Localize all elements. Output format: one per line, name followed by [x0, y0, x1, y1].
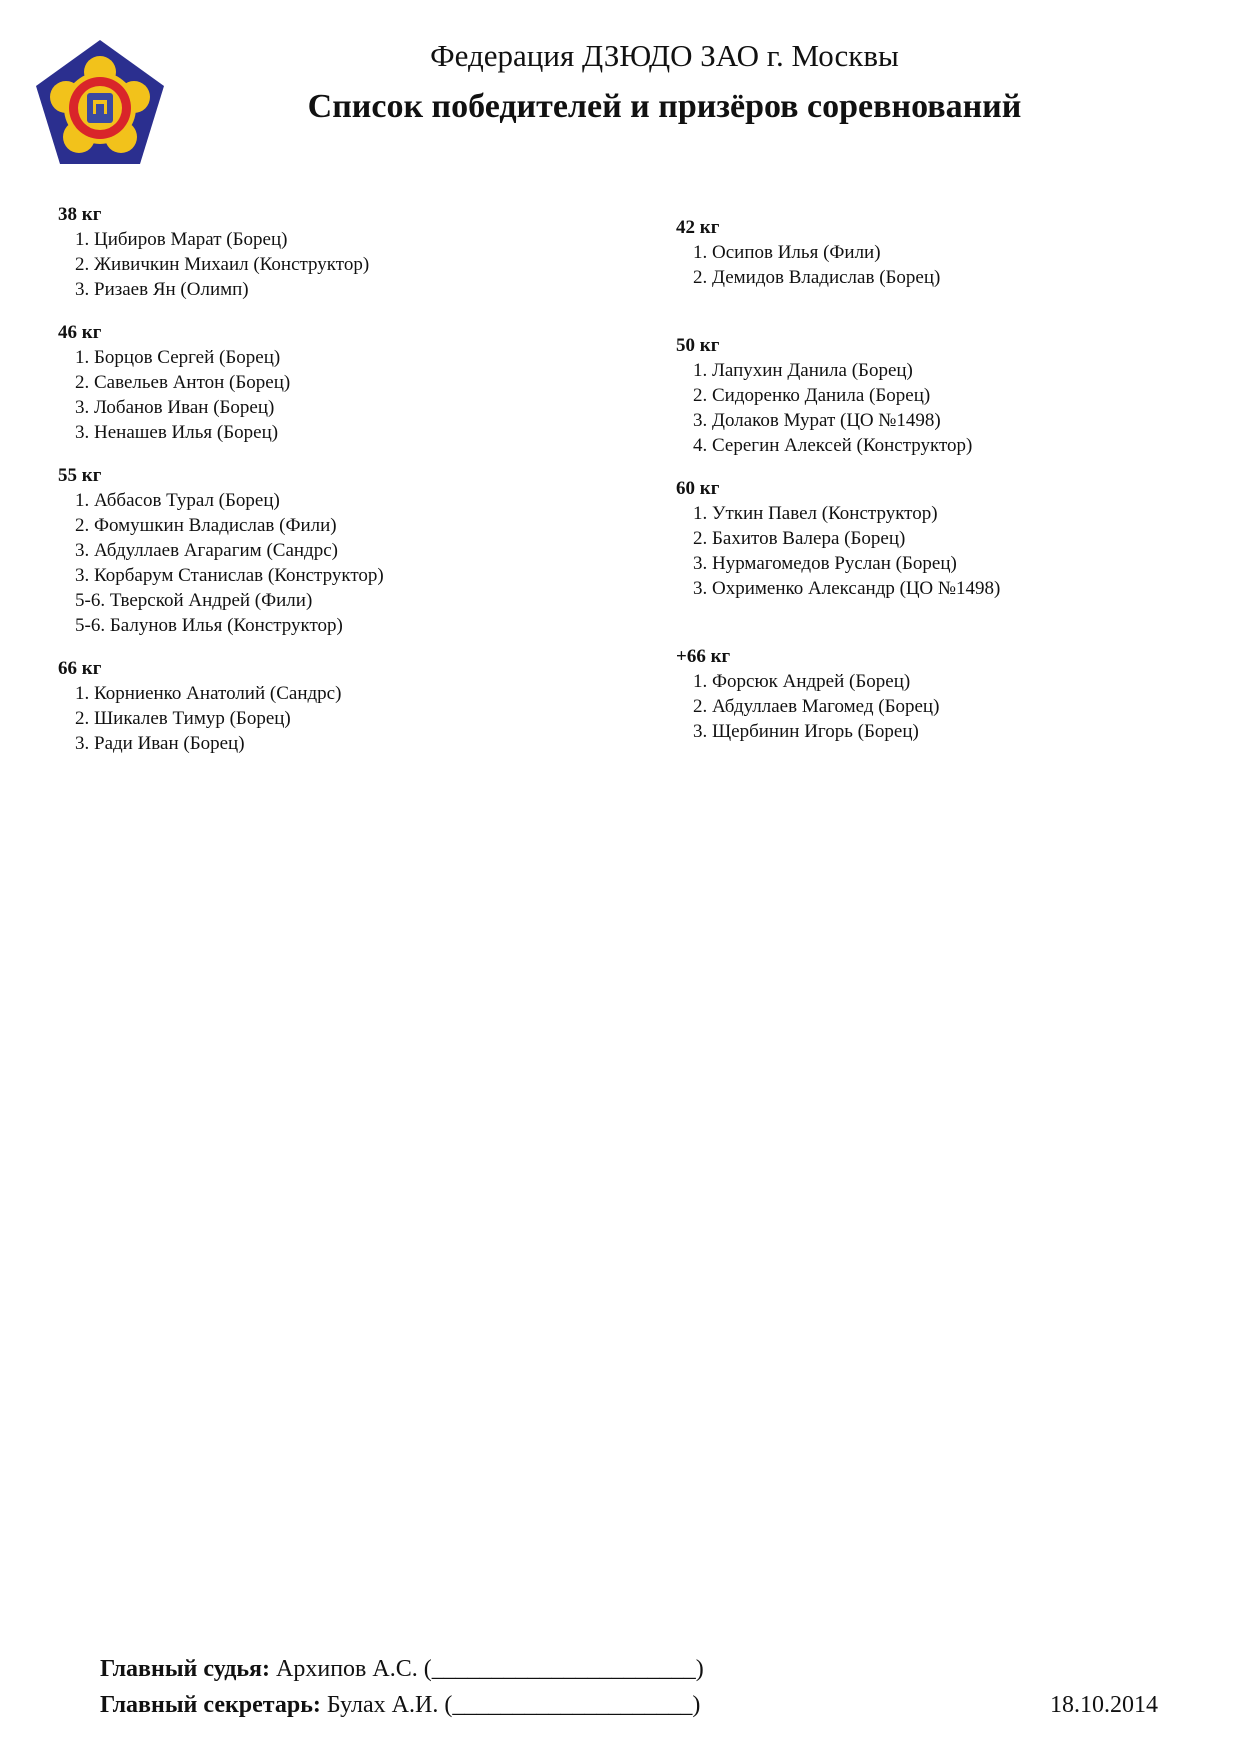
- placement-entry: 1. Осипов Илья (Фили): [693, 242, 881, 263]
- weight-category-title: 55 кг: [58, 465, 102, 486]
- chief-judge-label: Главный судья:: [100, 1656, 271, 1682]
- weight-category-title: 42 кг: [676, 217, 720, 238]
- placement-entry: 2. Савельев Антон (Борец): [75, 372, 291, 393]
- weight-category-title: 60 кг: [676, 478, 720, 499]
- document-date: 18.10.2014: [1050, 1692, 1158, 1718]
- chief-secretary-label: Главный секретарь:: [100, 1692, 321, 1718]
- placement-entry: 3. Ради Иван (Борец): [75, 733, 245, 754]
- placement-entry: 1. Уткин Павел (Конструктор): [693, 503, 938, 524]
- placement-entry: 2. Сидоренко Данила (Борец): [693, 385, 931, 406]
- weight-category: [676, 215, 1196, 290]
- weight-category-title: +66 кг: [676, 646, 731, 667]
- weight-category: [58, 202, 578, 302]
- placement-entry: 3. Ризаев Ян (Олимп): [75, 279, 249, 300]
- chief-secretary-value: Булах А.И. (____________________): [326, 1692, 701, 1718]
- placement-entry: 3. Ненашев Илья (Борец): [75, 422, 279, 443]
- placement-entry: 3. Щербинин Игорь (Борец): [693, 721, 919, 742]
- placement-entry: 3. Лобанов Иван (Борец): [75, 397, 275, 418]
- weight-category: [676, 644, 1196, 744]
- weight-category-title: 46 кг: [58, 322, 102, 343]
- placement-entry: 1. Корниенко Анатолий (Сандрс): [75, 683, 342, 704]
- document-title: Список победителей и призёров соревнований: [307, 88, 1022, 125]
- placement-entry: 5-6. Балунов Илья (Конструктор): [75, 615, 343, 636]
- weight-category: [676, 476, 1196, 601]
- weight-category-title: 38 кг: [58, 204, 102, 225]
- weight-category-title: 66 кг: [58, 658, 102, 679]
- placement-entry: 2. Фомушкин Владислав (Фили): [75, 515, 337, 536]
- placement-entry: 2. Шикалев Тимур (Борец): [75, 708, 291, 729]
- left-column: [58, 202, 578, 756]
- placement-entry: 3. Абдуллаев Агарагим (Сандрс): [75, 540, 338, 561]
- placement-entry: 2. Живичкин Михаил (Конструктор): [75, 254, 370, 275]
- chief-judge-value: Архипов А.С. (______________________): [276, 1656, 704, 1682]
- placement-entry: 3. Нурмагомедов Руслан (Борец): [693, 553, 957, 574]
- placement-entry: 3. Охрименко Александр (ЦО №1498): [693, 578, 1001, 599]
- placement-entry: 1. Цибиров Марат (Борец): [75, 229, 288, 250]
- weight-category: [58, 320, 578, 445]
- weight-category-title: 50 кг: [676, 335, 720, 356]
- placement-entry: 1. Форсюк Андрей (Борец): [693, 671, 911, 692]
- placement-entry: 5-6. Тверской Андрей (Фили): [75, 590, 313, 611]
- placement-entry: 2. Бахитов Валера (Борец): [693, 528, 906, 549]
- placement-entry: 4. Серегин Алексей (Конструктор): [693, 435, 973, 456]
- weight-category: [58, 656, 578, 756]
- chief-judge-line: [100, 1656, 704, 1683]
- federation-title: Федерация ДЗЮДО ЗАО г. Москвы: [430, 38, 899, 73]
- placement-entry: 2. Абдуллаев Магомед (Борец): [693, 696, 940, 717]
- placement-entry: 2. Демидов Владислав (Борец): [693, 267, 941, 288]
- weight-category: [676, 333, 1196, 458]
- placement-entry: 1. Аббасов Турал (Борец): [75, 490, 280, 511]
- placement-entry: 1. Лапухин Данила (Борец): [693, 360, 913, 381]
- weight-category: [58, 463, 578, 638]
- placement-entry: 3. Долаков Мурат (ЦО №1498): [693, 410, 941, 431]
- placement-entry: 3. Корбарум Станислав (Конструктор): [75, 565, 384, 586]
- chief-secretary-line: [100, 1692, 700, 1719]
- placement-entry: 1. Борцов Сергей (Борец): [75, 347, 281, 368]
- right-column: [676, 215, 1196, 744]
